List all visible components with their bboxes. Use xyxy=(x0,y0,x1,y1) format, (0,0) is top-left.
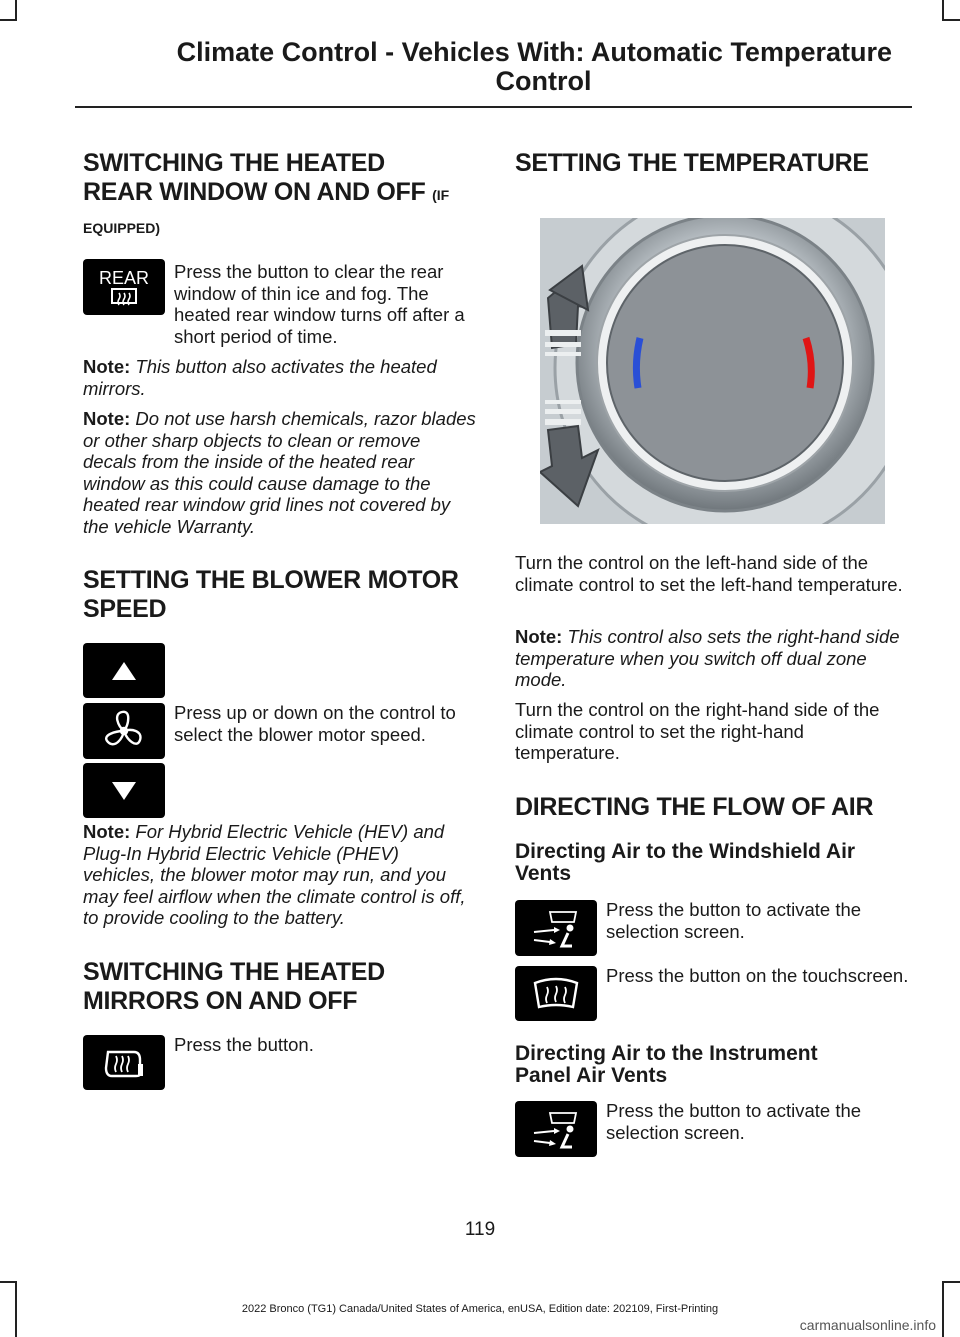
temp-left-body: Turn the control on the left-hand side of the climate control to set the left-hand temperature. xyxy=(515,552,903,595)
crop-mark-tr-h xyxy=(942,19,960,21)
subheading-line: Directing Air to the Windshield Air xyxy=(515,840,856,863)
temp-right-body: Turn the control on the right-hand side of the climate control to set the right-hand temperature. xyxy=(515,699,880,763)
airflow-seat-glyph xyxy=(528,906,584,950)
section-airflow-title: DIRECTING THE FLOW OF AIR xyxy=(515,793,874,821)
crop-mark-tr-v xyxy=(942,0,944,20)
blower-up-icon xyxy=(83,643,165,698)
heading-line xyxy=(83,178,483,210)
note-text: This control also sets the right-hand side temperature when you switch off dual zone mode. xyxy=(515,626,900,690)
note-text: This button also activates the heated mirrors. xyxy=(83,356,437,399)
blower-body: Press up or down on the control to select the blower motor speed. xyxy=(174,702,456,745)
note-hev-blower xyxy=(83,821,476,929)
subheading-line: Vents xyxy=(515,862,572,885)
header-title-line1: Climate Control - Vehicles With: Automatic Temperature xyxy=(176,37,892,67)
note-chemicals xyxy=(83,408,476,537)
subsection-windshield-title xyxy=(515,841,915,885)
section-blower-title xyxy=(83,566,483,624)
note-heated-mirrors xyxy=(83,356,476,399)
subheading-line: Panel Air Vents xyxy=(515,1064,668,1087)
heading-line: SWITCHING THE HEATED xyxy=(83,958,385,986)
blower-down-icon xyxy=(83,763,165,818)
heated-mirror-icon xyxy=(83,1035,165,1090)
edition-footer: 2022 Bronco (TG1) Canada/United States of America, enUSA, Edition date: 202109, First-Printing xyxy=(241,1303,719,1315)
crop-mark-tl-h xyxy=(0,19,17,21)
airflow-seat-glyph xyxy=(528,1107,584,1151)
note-text: Do not use harsh chemicals, razor blades or other sharp objects to clean or remove decals from the inside of the heated rear window as this could cause damage to the heated rear window grid lines not covered by the vehicle Warranty. xyxy=(83,408,476,537)
heated-rear-window-body xyxy=(174,261,476,347)
rear-defrost-glyph xyxy=(109,287,139,309)
rear-icon-label: REAR xyxy=(98,268,149,288)
section-temperature-title: SETTING THE TEMPERATURE xyxy=(515,149,869,177)
temperature-dial-illustration xyxy=(540,218,885,524)
section-heated-mirrors-title xyxy=(83,958,483,1016)
heading-suffix-cont: EQUIPPED) xyxy=(83,220,161,236)
subsection-instrument-panel-title xyxy=(515,1043,915,1087)
crop-mark-bl-h xyxy=(0,1281,17,1283)
airflow-mode-icon xyxy=(515,900,597,956)
page-number: 119 xyxy=(464,1219,496,1240)
airflow-mode-icon xyxy=(515,1101,597,1157)
section-heated-rear-window-title xyxy=(83,149,483,236)
windshield-body1: Press the button to activate the selection screen. xyxy=(606,899,862,942)
heated-mirrors-body: Press the button. xyxy=(174,1034,314,1055)
note-label: Note: xyxy=(83,408,131,429)
note-text: For Hybrid Electric Vehicle (HEV) and Plug-In Hybrid Electric Vehicle (PHEV) vehicles, the blower motor may run, and you may feel airflow when the climate control is off, to provide cooling to the battery. xyxy=(83,821,466,928)
watermark: carmanualsonline.info xyxy=(799,1317,936,1333)
windshield-defrost-icon xyxy=(515,966,597,1021)
header-divider xyxy=(75,106,912,108)
heading-line: SWITCHING THE HEATED xyxy=(83,149,385,177)
heading-line: MIRRORS ON AND OFF xyxy=(83,987,358,1015)
heated-mirror-glyph xyxy=(102,1046,146,1080)
crop-mark-br-h xyxy=(942,1281,960,1283)
note-label: Note: xyxy=(83,821,131,842)
heading-text: REAR WINDOW ON AND OFF xyxy=(83,178,426,206)
arrow-up-glyph xyxy=(110,660,138,682)
body-text: Press the button to clear the rear window of thin ice and fog. The heated rear window turns off after a short period of time. xyxy=(174,261,465,347)
note-label: Note: xyxy=(515,626,563,647)
windshield-body2: Press the button on the touchscreen. xyxy=(606,965,909,986)
note-label: Note: xyxy=(83,356,131,377)
fan-glyph xyxy=(101,708,147,754)
crop-mark-tl-v xyxy=(15,0,17,20)
rear-defrost-icon xyxy=(83,259,165,315)
arrow-down-glyph xyxy=(110,780,138,802)
instrument-panel-body1: Press the button to activate the selection screen. xyxy=(606,1100,862,1143)
heading-line: SETTING THE BLOWER MOTOR xyxy=(83,566,459,594)
subheading-line: Directing Air to the Instrument xyxy=(515,1042,818,1065)
cold-indicator-icon xyxy=(636,338,640,388)
temperature-dial-svg xyxy=(540,218,885,524)
page-header-title xyxy=(75,38,910,96)
windshield-defrost-glyph xyxy=(531,975,581,1013)
fan-icon xyxy=(83,703,165,759)
note-dual-zone xyxy=(515,626,910,691)
heading-suffix: (IF xyxy=(432,187,450,203)
header-title-line2: Control xyxy=(495,66,592,96)
heading-line: SPEED xyxy=(83,595,167,623)
